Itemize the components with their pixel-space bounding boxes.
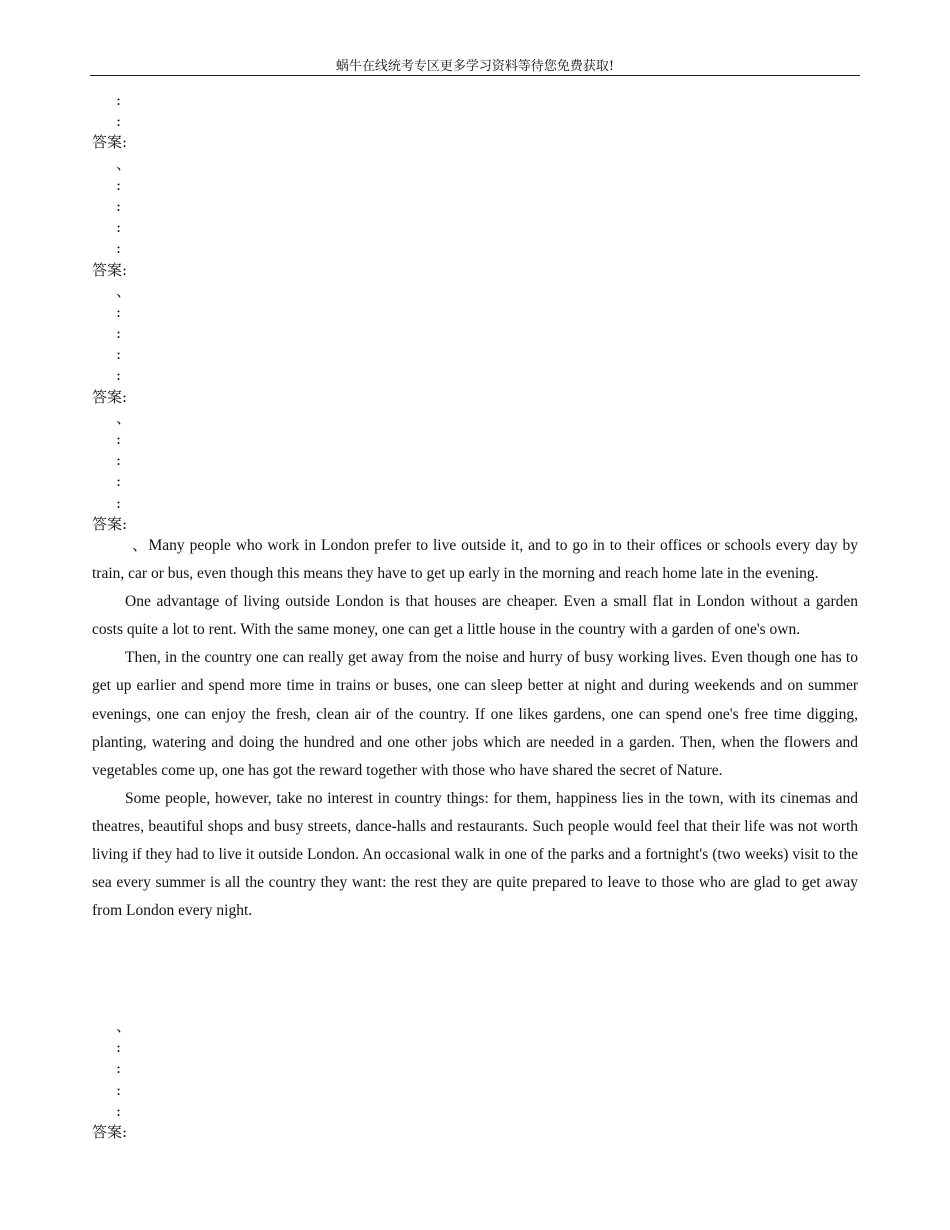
option-line: : — [116, 493, 122, 512]
option-line: : — [116, 196, 122, 215]
option-line: : — [116, 1038, 122, 1057]
answer-label: 答案: — [92, 514, 128, 533]
option-line: : — [116, 302, 122, 321]
option-line: : — [116, 430, 122, 448]
option-line: : — [116, 1059, 122, 1078]
passage-paragraph: 、Many people who work in London prefer to live outside it, and to go in to their offices or schools every day by train, car or bus, even though this means they have to get up early in the morning and reach home late in the evening. — [92, 537, 858, 583]
option-line: : — [116, 112, 122, 131]
option-line: : — [116, 451, 122, 470]
passage-paragraph: One advantage of living outside London is that houses are cheaper. Even a small flat in London without a garden costs quite a lot to rent. With the same money, one can get a little house in the country with a garden of one's own. — [92, 593, 858, 639]
page-header: 蜗牛在线统考专区更多学习资料等待您免费获取! — [90, 58, 860, 76]
option-line: : — [116, 218, 122, 237]
answer-label: 答案: — [92, 260, 128, 279]
answer-label: 答案: — [92, 387, 128, 406]
option-line: : — [116, 472, 122, 491]
question-number: 、 — [116, 408, 132, 427]
question-list-bottom — [92, 1016, 192, 1143]
option-line: : — [116, 1101, 122, 1120]
passage-paragraph: Then, in the country one can really get away from the noise and hurry of busy working lives. Even though one has to get up earlier and spend more time in trains or buses, one can sleep better at night and during weekends and on summer evenings, one can enjoy the fresh, clean air of the country. If one likes gardens, one can spend one's free time digging, planting, watering and doing the hundred and one other jobs which are needed in a garden. Then, when the flowers and vegetables come up, one has got the reward together with those who have shared the secret of Nature. — [92, 649, 858, 779]
option-line: : — [116, 345, 122, 364]
option-line: : — [116, 91, 122, 109]
option-line: : — [116, 324, 122, 343]
option-line: : — [116, 175, 122, 194]
option-line: : — [116, 1080, 122, 1099]
option-line: : — [116, 239, 122, 258]
option-line: : — [116, 366, 122, 385]
answer-label: 答案: — [92, 133, 128, 152]
passage-paragraph: Some people, however, take no interest in country things: for them, happiness lies in the town, with its cinemas and theatres, beautiful shops and busy streets, dance-halls and restaurants. Such people would feel that their life was not worth living if they had to live it outside London. An occasional walk in one of the parks and a fortnight's (two weeks) visit to the sea every summer is all the country they want: the rest they are quite prepared to leave to those who are glad to get away from London every night. — [92, 789, 858, 920]
question-number: 、 — [116, 154, 132, 173]
question-list — [92, 90, 192, 535]
reading-passage — [92, 532, 858, 925]
question-number: 、 — [116, 281, 132, 300]
answer-label: 答案: — [92, 1122, 128, 1141]
question-number: 、 — [116, 1017, 132, 1035]
